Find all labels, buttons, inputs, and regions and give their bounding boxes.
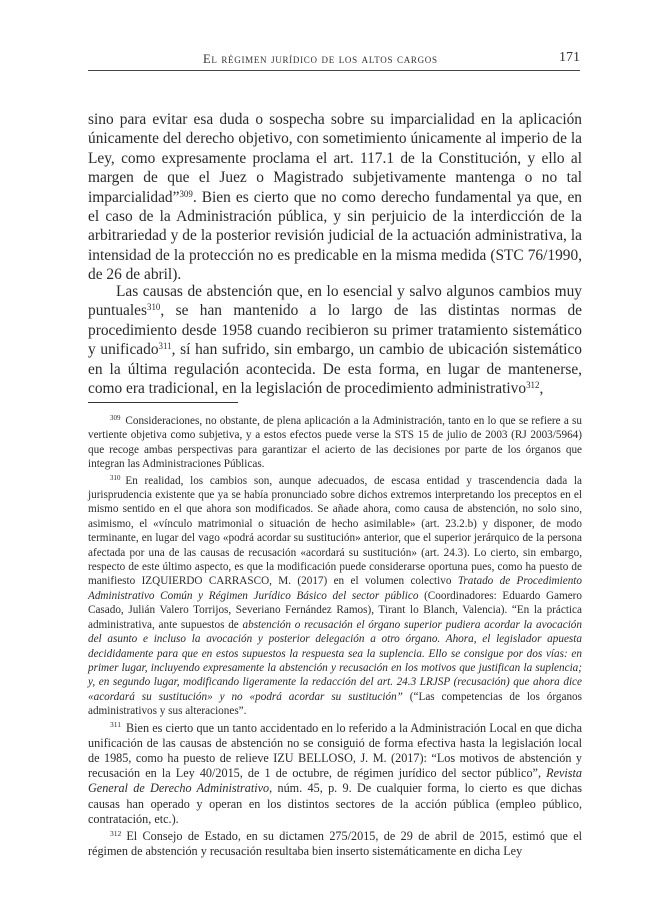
footnote-310 bbox=[88, 474, 582, 719]
running-title: El régimen jurídico de los altos cargos bbox=[203, 52, 438, 66]
footnote-separator bbox=[88, 402, 238, 403]
quoted-passage: abstención o recusación el órgano superior pudiera acordar la avocación del asunto e incluso la avocación y posterior delegación a otro órgano. Ahora, el legislador apuesta decididamente para que en estos supuestos la respuesta sea la suplencia. Ello se consigue por dos vías: en primer lugar, incluyendo expresamente la abstención y recusación en los motivos que justifican la suplencia; y, en segundo lugar, modificando ligeramente la redacción del art. 24.3 LRJSP (recusación) que ahora dice «acordará su sustitución» y no «podrá acordar su sustitución” bbox=[88, 618, 582, 703]
footnote-text: , núm. 45, p. 9. De cualquier forma, lo cierto es que dichas causas han operado y operan en los distintos sectores de la acción pública (empleo público, contratación, etc.). bbox=[88, 781, 582, 826]
footnote-ref-309: 309 bbox=[179, 188, 193, 199]
footnotes bbox=[88, 414, 582, 861]
footnote-312 bbox=[88, 829, 582, 859]
footnote-text: (“Las competencias de los órganos administrativos y sus alteraciones”. bbox=[88, 690, 582, 718]
text-run: . Bien es cierto que no como derecho fundamental ya que, en el caso de la Administración pública, y sin perjuicio de la interdicción de la arbitrariedad y de la posterior revisión judicial de la actuación administrativa, la intensidad de la protección no es predicable en la misma medida (STC 76/1990, de 26 de abril). bbox=[88, 188, 582, 284]
footnote-number: 309 bbox=[110, 414, 121, 423]
footnote-309 bbox=[88, 414, 582, 472]
footnote-text: (Coordinadores: Eduardo Gamero Casado, Julián Valero Torrijos, Severiano Fernández Ramos), Tirant lo Blanch, Valencia). “En la práctica administrativa, ante supuestos de bbox=[88, 589, 582, 631]
book-title: Tratado de Procedimiento Administrativo Común y Régimen Jurídico Básico del sector público bbox=[88, 575, 582, 602]
footnote-ref-311: 311 bbox=[158, 341, 172, 352]
text-run: , se han mantenido a lo largo de las distintas normas de procedimiento desde 1958 cuando recibieron su primer tratamiento sistemático y unificado bbox=[88, 302, 582, 359]
body-paragraph-2 bbox=[88, 282, 582, 398]
footnote-311 bbox=[88, 721, 582, 827]
footnote-text: Bien es cierto que un tanto accidentado en lo referido a la Administración Local en que dicha unificación de las causas de abstención no se consiguió de forma efectiva hasta la legislación local de 1985, como ha puesto de relieve IZU BELLOSO, J. M. (2017): “Los motivos de abstención y recusación en la Ley 40/2015, de 1 de octubre, de régimen jurídico del sector público”, bbox=[88, 720, 582, 781]
footnote-number: 312 bbox=[110, 828, 122, 838]
journal-title: Revista General de Derecho Administrativo bbox=[88, 766, 582, 796]
text-run: Las causas de abstención que, en lo esencial y salvo algunos cambios muy puntuales bbox=[88, 283, 582, 320]
body-paragraph-1 bbox=[88, 110, 582, 285]
footnote-ref-312: 312 bbox=[526, 380, 540, 391]
footnote-ref-310: 310 bbox=[147, 302, 161, 313]
text-run: sino para evitar esa duda o sospecha sobre su imparcialidad en la aplicación únicamente del derecho objetivo, con sometimiento únicamente al imperio de la Ley, como expresamente proclama el art. 117.1 de la Constitución, y ello al margen de que el Juez o Magistrado subjetivamente mantenga o no tal imparcialidad” bbox=[88, 111, 582, 206]
footnote-text: El Consejo de Estado, en su dictamen 275/2015, de 29 de abril de 2015, estimó que el régimen de abstención y recusación resultaba bien inserto sistemáticamente en dicha Ley bbox=[88, 828, 582, 859]
footnote-text: En realidad, los cambios son, aunque adecuados, de escasa entidad y trascendencia dada la jurisprudencia existente que ya se había pronunciado sobre dichos extremos interpretando los preceptos en el mismo sentido en el que ahora son modificados. Se añade ahora, como causa de abstención, no solo sino, asimismo, el «vínculo matrimonial o situación de hecho asimilable» (art. 23.2.b) y disponer, de modo terminante, en lugar del vago «podrá acordar su sustitución» anterior, que el superior jerárquico de la persona afectada por una de las causas de recusación «acordará su sustitución» (art. 24.3). Lo cierto, sin embargo, respecto de este último aspecto, es que la modificación puede considerarse oportuna pues, como ha puesto de manifiesto IZQUIERDO CARRASCO, M. (2017) en el volumen colectivo bbox=[88, 474, 582, 588]
text-run: , sí han sufrido, sin embargo, un cambio de ubicación sistemático en la última regulación acontecida. De esta forma, en lugar de mantenerse, como era tradicional, en la legislación de procedimiento administrativo bbox=[88, 341, 582, 398]
page-number: 171 bbox=[559, 50, 580, 65]
text-run: , bbox=[539, 380, 544, 398]
footnote-number: 311 bbox=[110, 720, 122, 730]
footnote-text: Consideraciones, no obstante, de plena aplicación a la Administración, tanto en lo que se refiere a su vertiente objetiva como subjetiva, y a estos efectos puede verse la STS 15 de julio de 2003 (RJ 2003/5964) que recoge ambas perspectivas para garantizar el acierto de las decisiones por parte de los órganos que integran las Administraciones Públicas. bbox=[88, 415, 582, 471]
footnote-number: 310 bbox=[110, 473, 121, 482]
running-header bbox=[88, 50, 580, 71]
